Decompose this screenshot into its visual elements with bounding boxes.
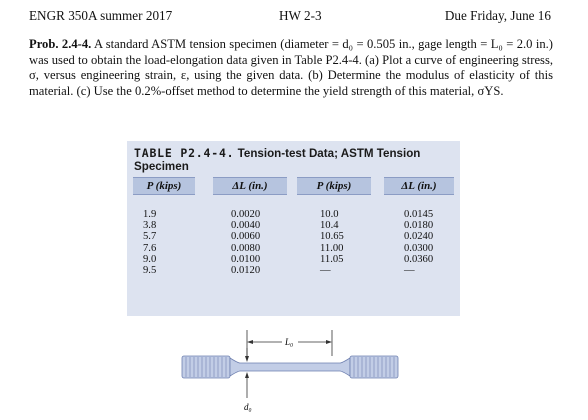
table-cell: —	[404, 265, 415, 277]
table-cell: 0.0100	[231, 253, 261, 265]
table-title	[134, 147, 460, 173]
table-cell: 9.0	[143, 253, 157, 265]
column-load-2	[320, 209, 344, 276]
table-cell: 0.0120	[231, 265, 261, 277]
data-table	[127, 141, 460, 316]
column-load-1	[143, 209, 156, 276]
table-cell: 0.0360	[404, 253, 434, 265]
problem-statement	[29, 37, 553, 99]
column-elongation-2	[404, 209, 433, 276]
table-cell: 0.0240	[404, 231, 434, 243]
arrowhead	[245, 372, 249, 378]
table-cell: 0.0080	[231, 242, 261, 254]
table-cell: —	[320, 265, 331, 277]
table-cell: 0.0145	[404, 209, 434, 220]
arrowhead	[245, 356, 249, 362]
table-cell: 1.9	[143, 209, 157, 220]
column-header-elongation-1: ΔL (in.)	[213, 177, 287, 195]
table-cell: 5.7	[143, 231, 157, 243]
problem-number: Prob. 2.4-4.	[29, 37, 92, 51]
due-date: Due Friday, June 16	[444, 8, 551, 23]
table-cell: 0.0020	[231, 209, 261, 220]
homework-label: HW 2-3	[279, 8, 322, 23]
table-cell: 11.05	[320, 253, 344, 265]
table-cell: 11.00	[320, 242, 344, 254]
column-elongation-1	[231, 209, 260, 276]
table-cell: 0.0180	[404, 220, 434, 232]
reduced-section	[230, 358, 350, 376]
page-header	[29, 8, 551, 26]
table-caption: Tension-test Data; ASTM Tension Specimen	[134, 147, 421, 173]
specimen-body	[182, 356, 398, 378]
gage-length-label: L₀	[285, 337, 294, 347]
arrowhead	[326, 340, 332, 344]
diameter-label: d₀	[244, 402, 252, 412]
tension-specimen-diagram	[180, 326, 410, 416]
problem-text: A standard ASTM tension specimen (diameter = d₀ = 0.505 in., gage length = L₀ = 2.0 in.) was used to obtain the load-elongation data given in Table P2.4-4. (a) Plot a curve of engineering stress, σ, versus engineering strain, ε, using the given data. (b) Determine the modulus of elasticity of this material. (c) Use the 0.2%-offset method to determine the yield strength of this material, σYS.	[29, 37, 553, 98]
column-header-elongation-2: ΔL (in.)	[384, 177, 454, 195]
table-cell: 9.5	[143, 265, 157, 277]
table-cell: 0.0300	[404, 242, 434, 254]
table-cell: 0.0040	[231, 220, 261, 232]
column-header-load-1: P (kips)	[133, 177, 195, 195]
table-cell: 10.0	[320, 209, 339, 220]
table-cell: 10.65	[320, 231, 344, 243]
column-header-load-2: P (kips)	[297, 177, 371, 195]
arrowhead	[247, 340, 253, 344]
table-label: TABLE P2.4-4.	[134, 146, 235, 160]
table-cell: 7.6	[143, 242, 157, 254]
table-cell: 0.0060	[231, 231, 261, 243]
table-cell: 10.4	[320, 220, 339, 232]
table-cell: 3.8	[143, 220, 157, 232]
course-label: ENGR 350A summer 2017	[29, 8, 173, 23]
